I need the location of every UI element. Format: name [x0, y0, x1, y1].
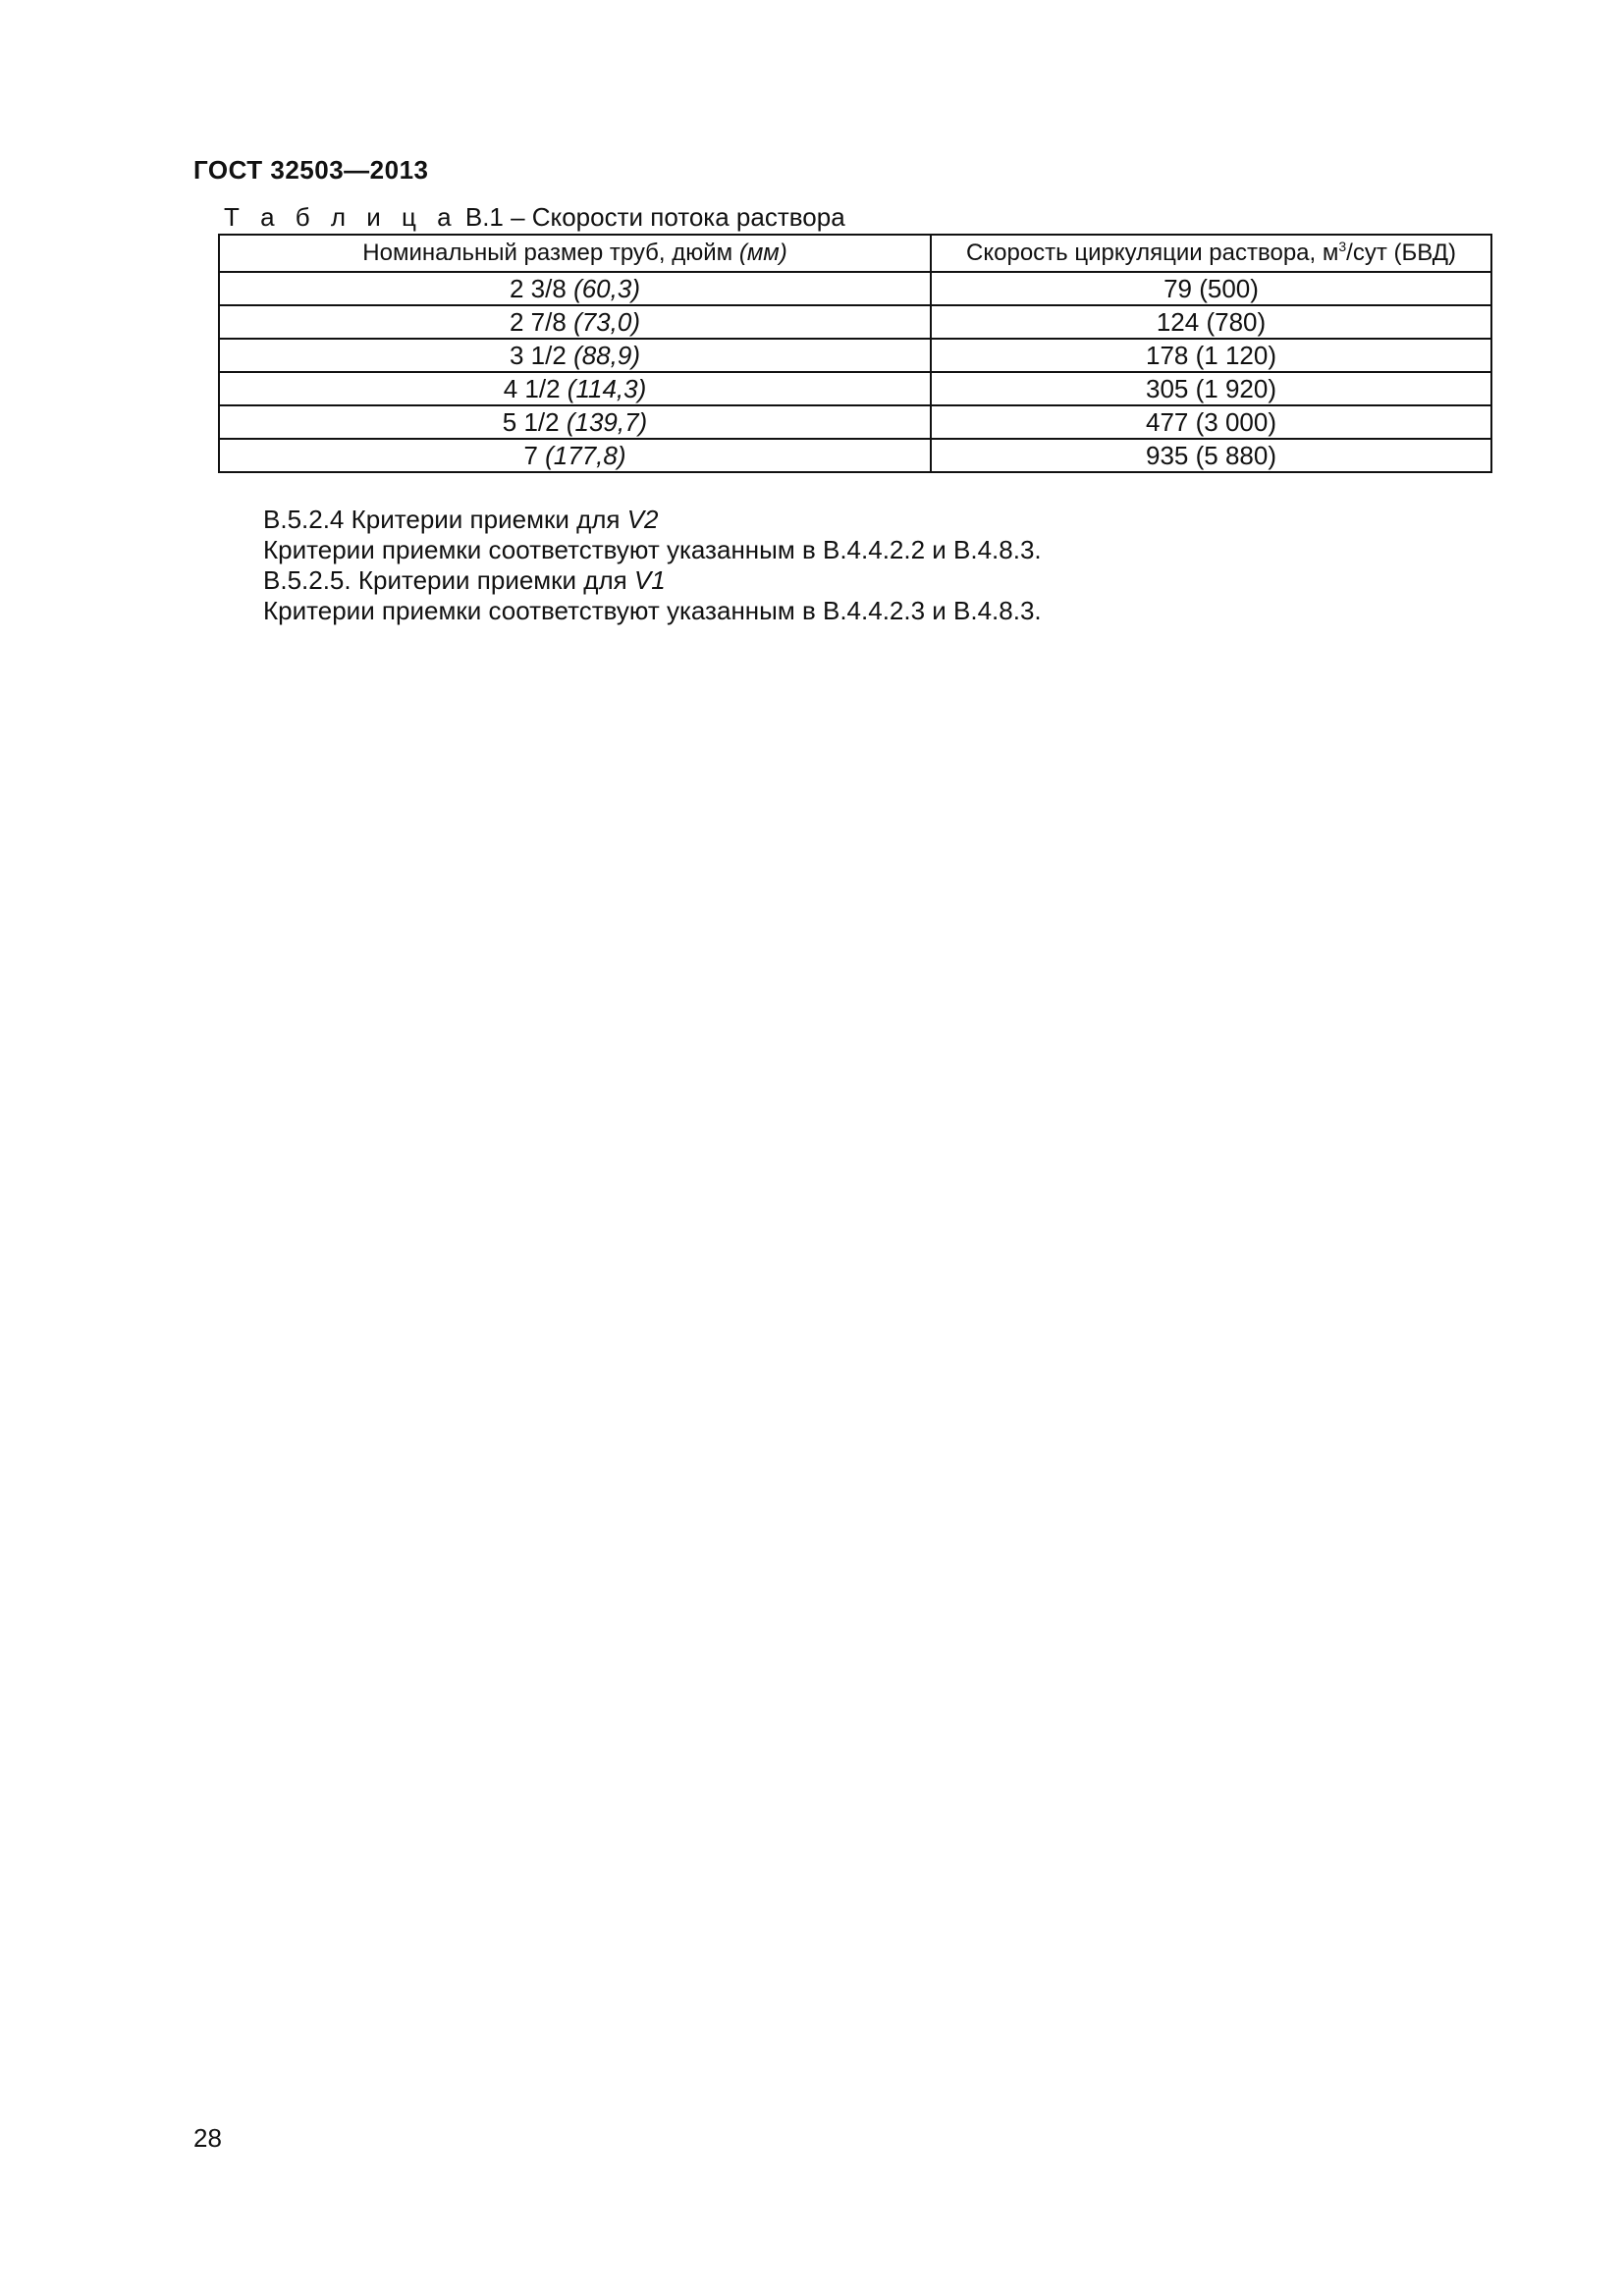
table-row [219, 372, 1491, 405]
clause-text-b525: Критерии приемки соответствуют указанным в В.4.4.2.3 и В.4.8.3. [263, 596, 1042, 625]
rate-cell: 178 (1 120) [931, 339, 1491, 372]
column-header-unit: (мм) [738, 240, 787, 266]
table-row [219, 439, 1491, 472]
pipe-size-cell: 7 (177,8) [219, 439, 931, 472]
table-header-row [219, 235, 1491, 272]
pipe-size-cell: 2 7/8 (73,0) [219, 305, 931, 339]
table-caption [224, 202, 845, 233]
rate-cell: 935 (5 880) [931, 439, 1491, 472]
table-row [219, 305, 1491, 339]
page-number: 28 [193, 2123, 222, 2153]
column-header-pipe-size: Номинальный размер труб, дюйм (мм) [219, 235, 931, 272]
page-header: ГОСТ 32503—2013 [193, 155, 429, 185]
table-row [219, 405, 1491, 439]
rate-cell: 305 (1 920) [931, 372, 1491, 405]
pipe-size-cell: 5 1/2 (139,7) [219, 405, 931, 439]
variable-v1: V1 [633, 565, 666, 595]
rate-cell: 79 (500) [931, 272, 1491, 305]
rate-cell: 124 (780) [931, 305, 1491, 339]
body-text [263, 505, 1042, 626]
table-row [219, 272, 1491, 305]
pipe-size-cell: 4 1/2 (114,3) [219, 372, 931, 405]
clause-text-b524: Критерии приемки соответствуют указанным в В.4.4.2.2 и В.4.8.3. [263, 535, 1042, 564]
flow-rate-table [218, 234, 1492, 473]
rate-cell: 477 (3 000) [931, 405, 1491, 439]
clause-heading-b525: В.5.2.5. Критерии приемки для V1 [263, 565, 666, 595]
variable-v2: V2 [626, 505, 659, 534]
table-caption-text: В.1 – Скорости потока раствора [458, 202, 845, 232]
clause-heading-b524: В.5.2.4 Критерии приемки для V2 [263, 505, 659, 534]
table-caption-prefix: Т а б л и ц а [224, 202, 459, 232]
pipe-size-cell: 2 3/8 (60,3) [219, 272, 931, 305]
table-row [219, 339, 1491, 372]
superscript-3: 3 [1338, 239, 1347, 254]
pipe-size-cell: 3 1/2 (88,9) [219, 339, 931, 372]
column-header-circulation-rate: Скорость циркуляции раствора, $м^3$/сут (БВД) [931, 235, 1491, 272]
